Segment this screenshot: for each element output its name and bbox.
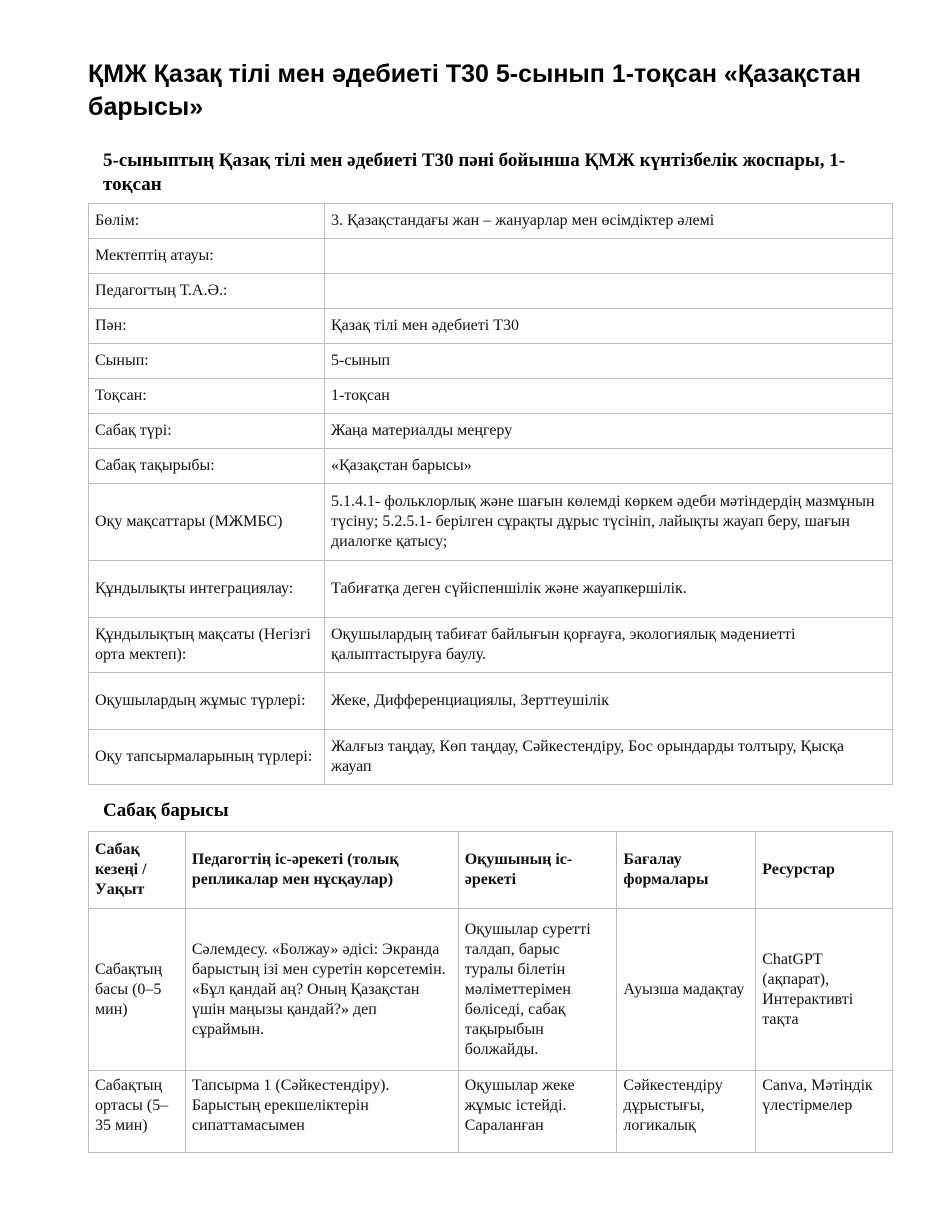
- column-header: Ресурстар: [756, 832, 893, 909]
- info-value: Жаңа материалды меңгеру: [325, 414, 893, 449]
- info-label: Құндылықтың мақсаты (Негізгі орта мектеп):: [89, 618, 325, 673]
- student-activity-cell: Оқушылар суретті талдап, барыс туралы білетін мәліметтерімен бөліседі, сабақ тақырыбын болжайды.: [458, 909, 617, 1071]
- column-header: Бағалау формалары: [617, 832, 756, 909]
- table-row: [89, 561, 893, 618]
- info-value: «Қазақстан барысы»: [325, 449, 893, 484]
- info-label: Оқу мақсаттары (МЖМБС): [89, 484, 325, 561]
- table-header-row: [89, 832, 893, 909]
- info-label: Құндылықты интеграциялау:: [89, 561, 325, 618]
- info-label: Тоқсан:: [89, 379, 325, 414]
- stage-cell: Сабақтың басы (0–5 мин): [89, 909, 186, 1071]
- page-title: ҚМЖ Қазақ тілі мен әдебиеті Т30 5-сынып 1-тоқсан «Қазақстан барысы»: [88, 60, 861, 121]
- info-label: Пән:: [89, 309, 325, 344]
- info-label: Педагогтың Т.А.Ә.:: [89, 274, 325, 309]
- info-label: Сынып:: [89, 344, 325, 379]
- table-row: [89, 379, 893, 414]
- table-row: [89, 344, 893, 379]
- info-value: Қазақ тілі мен әдебиеті Т30: [325, 309, 893, 344]
- info-value: 5-сынып: [325, 344, 893, 379]
- table-row: [89, 414, 893, 449]
- column-header: Педагогтің іс-әрекеті (толық репликалар мен нұсқаулар): [185, 832, 458, 909]
- info-label: Бөлім:: [89, 204, 325, 239]
- lesson-progress-table: [88, 831, 893, 1153]
- info-label: Оқу тапсырмаларының түрлері:: [89, 730, 325, 785]
- info-label: Мектептің атауы:: [89, 239, 325, 274]
- info-label: Сабақ түрі:: [89, 414, 325, 449]
- student-activity-cell: Оқушылар жеке жұмыс істейді. Сараланған: [458, 1071, 617, 1153]
- table-row: [89, 484, 893, 561]
- info-value: Оқушылардың табиғат байлығын қорғауға, экологиялық мәдениетті қалыптастыруға баулу.: [325, 618, 893, 673]
- info-label: Сабақ тақырыбы:: [89, 449, 325, 484]
- info-value: [325, 239, 893, 274]
- table-row: [89, 239, 893, 274]
- resources-cell: ChatGPT (ақпарат), Интерактивті тақта: [756, 909, 893, 1071]
- table-row: [89, 449, 893, 484]
- assessment-cell: Ауызша мадақтау: [617, 909, 756, 1071]
- table-row: [89, 1071, 893, 1153]
- table-row: [89, 730, 893, 785]
- info-value: 3. Қазақстандағы жан – жануарлар мен өсімдіктер әлемі: [325, 204, 893, 239]
- table-row: [89, 673, 893, 730]
- assessment-cell: Сәйкестендіру дұрыстығы, логикалық: [617, 1071, 756, 1153]
- resources-cell: Canva, Мәтіндік үлестірмелер: [756, 1071, 893, 1153]
- info-value: Жалғыз таңдау, Көп таңдау, Сәйкестендіру, Бос орындарды толтыру, Қысқа жауап: [325, 730, 893, 785]
- column-header: Сабақ кезеңі / Уақыт: [89, 832, 186, 909]
- table-row: [89, 204, 893, 239]
- info-value: Жеке, Дифференциациялы, Зерттеушілік: [325, 673, 893, 730]
- info-label: Оқушылардың жұмыс түрлері:: [89, 673, 325, 730]
- info-value: [325, 274, 893, 309]
- table-row: [89, 618, 893, 673]
- table-row: [89, 309, 893, 344]
- table-row: [89, 274, 893, 309]
- info-value: Табиғатқа деген сүйіспеншілік және жауапкершілік.: [325, 561, 893, 618]
- teacher-activity-cell: Сәлемдесу. «Болжау» әдісі: Экранда барыстың ізі мен суретін көрсетемін. «Бұл қандай аң? Оның Қазақстан үшін маңызы қандай?» деп сұраймын.: [185, 909, 458, 1071]
- stage-cell: Сабақтың ортасы (5–35 мин): [89, 1071, 186, 1153]
- table-row: [89, 909, 893, 1071]
- lesson-info-table: [88, 203, 893, 785]
- info-value: 1-тоқсан: [325, 379, 893, 414]
- lesson-progress-heading: Сабақ барысы: [103, 800, 229, 821]
- column-header: Оқушының іс-әрекеті: [458, 832, 617, 909]
- document-subtitle: 5-сыныптың Қазақ тілі мен әдебиеті Т30 пәні бойынша ҚМЖ күнтізбелік жоспары, 1-тоқсан: [103, 150, 846, 195]
- info-value: 5.1.4.1- фольклорлық және шағын көлемді көркем әдеби мәтіндердің мазмұнын түсіну; 5.2.5.1- берілген сұрақты дұрыс түсініп, лайықты жауап беру, шағын диалогке қатысу;: [325, 484, 893, 561]
- teacher-activity-cell: Тапсырма 1 (Сәйкестендіру). Барыстың ерекшеліктерін сипаттамасымен: [185, 1071, 458, 1153]
